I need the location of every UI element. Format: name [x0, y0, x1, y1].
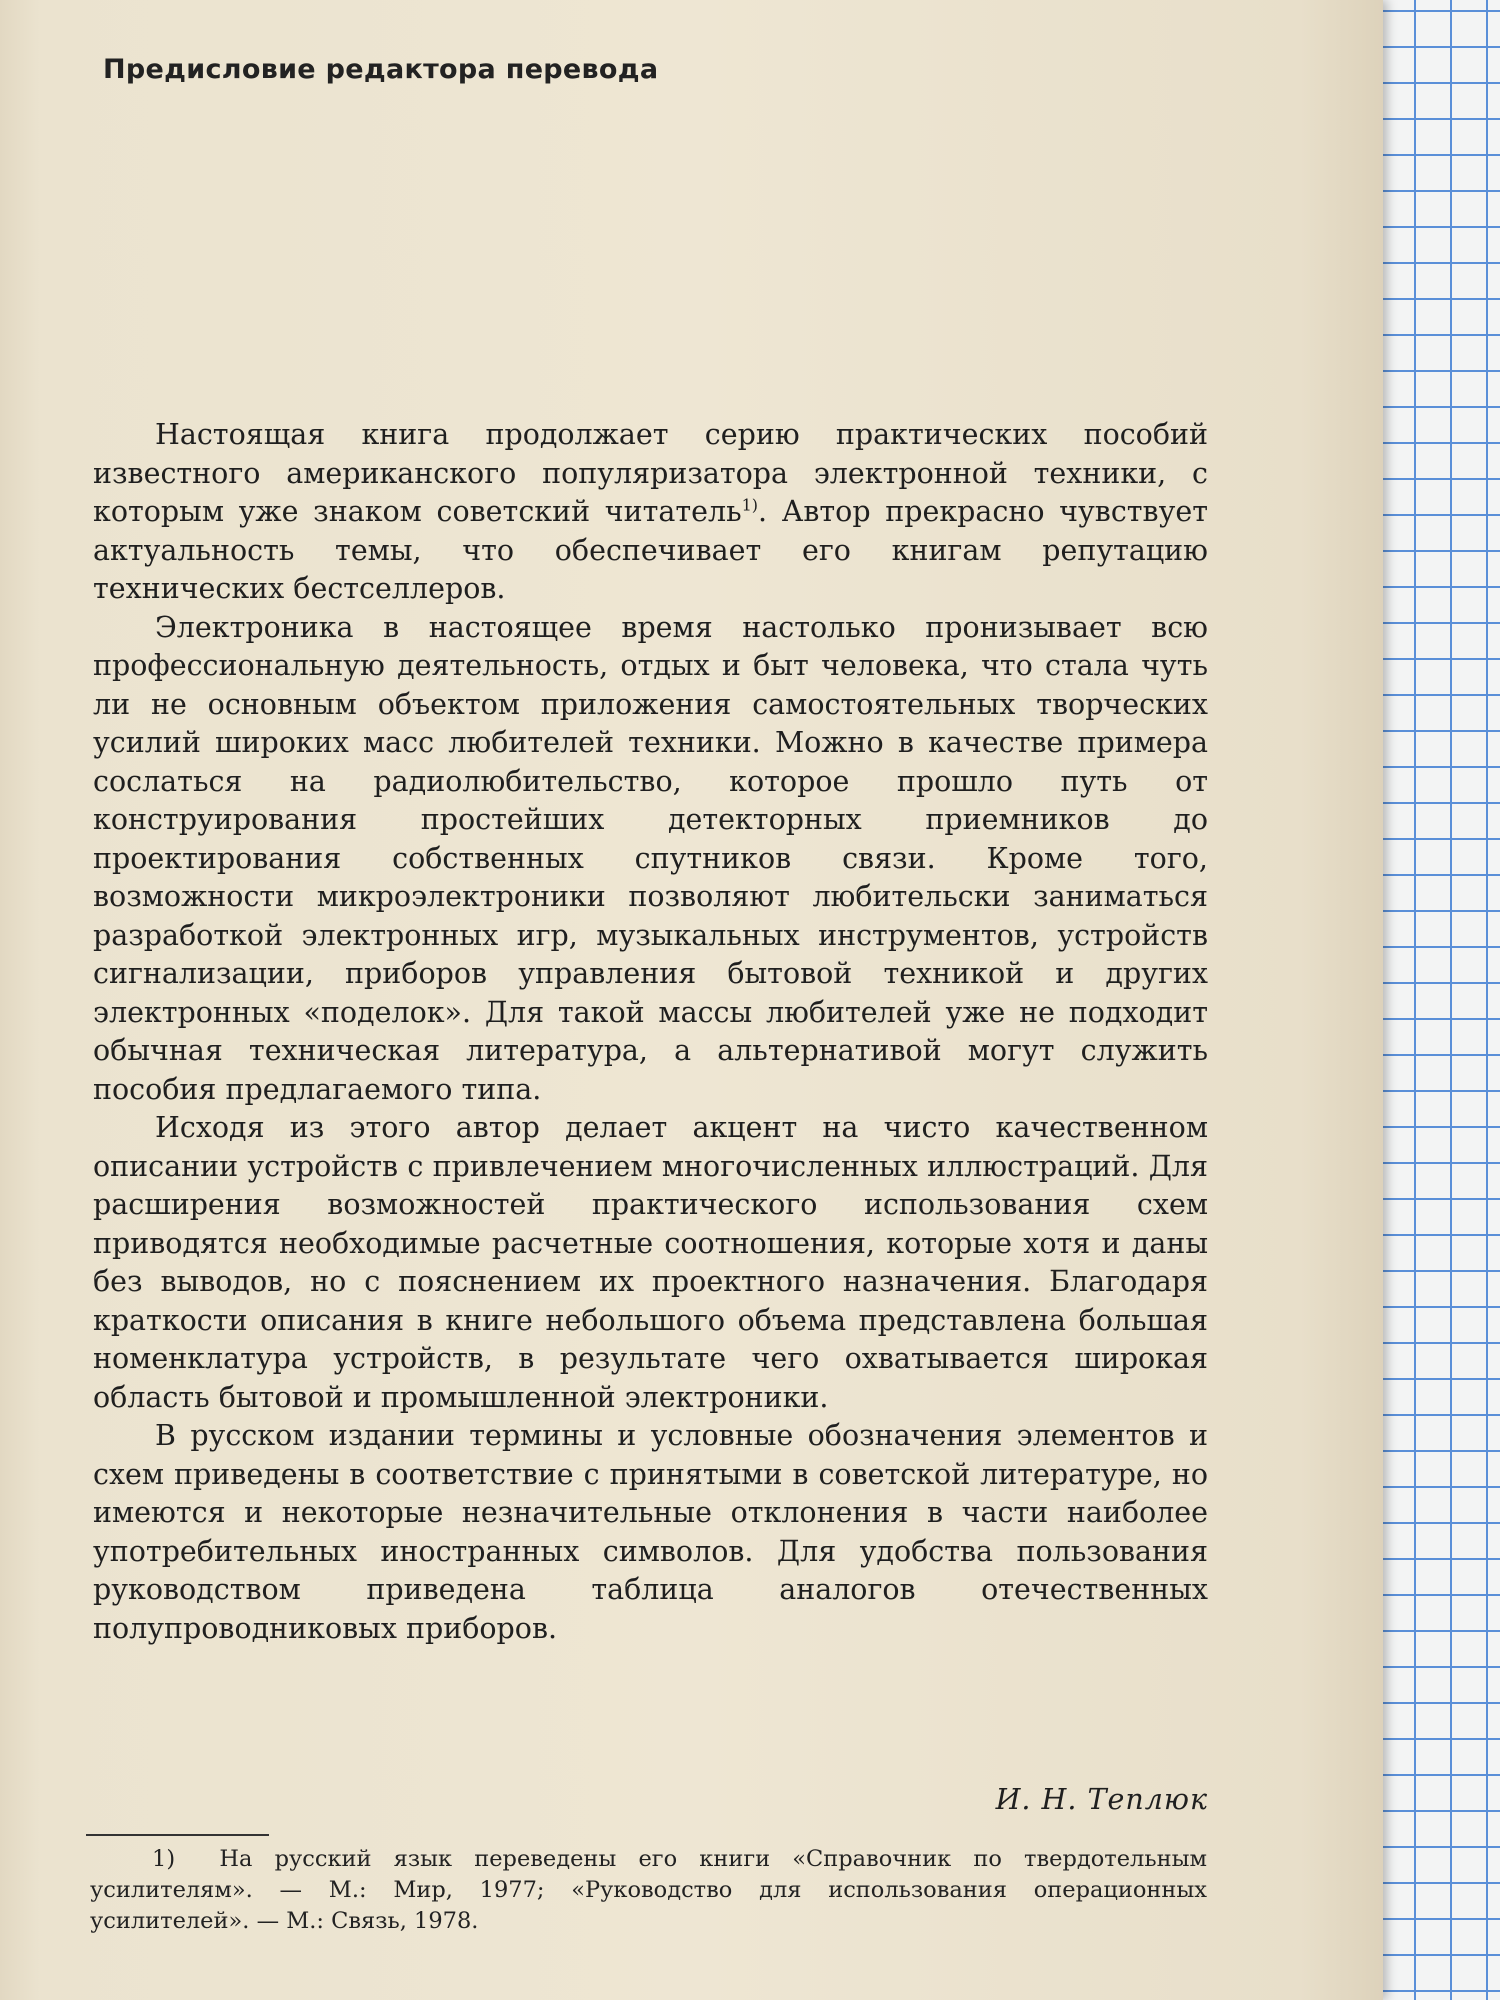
paragraph-1-continuation: . Автор прекрасно чувствует актуальность темы, что обеспечивает его книгам репутацию технических бестселлеров.: [93, 495, 1208, 605]
footnote-text: На русский язык переведены его книги «Справочник по твердотельным усилителям». — М.: Мир, 1977; «Руководство для использования операционных усилителей». — М.: Связь, 1978.: [90, 1846, 1207, 1934]
footnote-divider: [86, 1834, 269, 1836]
paragraph-1-text: Настоящая книга продолжает серию практических пособий известного американского популяризатора электронной техники, с которым уже знаком советский читатель: [93, 418, 1208, 528]
footnote: [90, 1844, 1207, 1937]
paragraph-4: В русском издании термины и условные обозначения элементов и схем приведены в соответствие с принятыми в советской литературе, но имеются и некоторые незначительные отклонения в части наиболее употребительных иностранных символов. Для удобства пользования руководством приведена таблица аналогов отечественных полупроводниковых приборов.: [93, 1419, 1208, 1645]
running-title: Предисловие редактора перевода: [103, 54, 659, 85]
preface-body: [93, 416, 1208, 1648]
footnote-marker: 1): [152, 1846, 176, 1872]
paragraph-1: [93, 416, 1208, 609]
paragraph-2: Электроника в настоящее время настолько пронизывает всю профессиональную деятельность, отдых и быт человека, что стала чуть ли не основным объектом приложения самостоятельных творческих усилий широких масс любителей техники. Можно в качестве примера сослаться на радиолюбительство, которое прошло путь от конструирования простейших детекторных приемников до проектирования собственных спутников связи. Кроме того, возможности микроэлектроники позволяют любительски заниматься разработкой электронных игр, музыкальных инструментов, устройств сигнализации, приборов управления бытовой техникой и других электронных «поделок». Для такой массы любителей уже не подходит обычная техническая литература, а альтернативой могут служить пособия предлагаемого типа.: [93, 610, 1208, 1106]
paragraph-3: Исходя из этого автор делает акцент на чисто качественном описании устройств с привлечением многочисленных иллюстраций. Для расширения возможностей практического использования схем приводятся необходимые расчетные соотношения, которые хотя и даны без выводов, но с пояснением их проектного назначения. Благодаря краткости описания в книге небольшого объема представлена большая номенклатура устройств, в результате чего охватывается широкая область бытовой и промышленной электроники.: [93, 1111, 1208, 1414]
graph-paper-background: [1370, 0, 1500, 2000]
editor-signature: И. Н. Теплюк: [995, 1783, 1208, 1816]
footnote-paragraph: [90, 1844, 1207, 1937]
footnote-reference: 1): [741, 495, 759, 515]
